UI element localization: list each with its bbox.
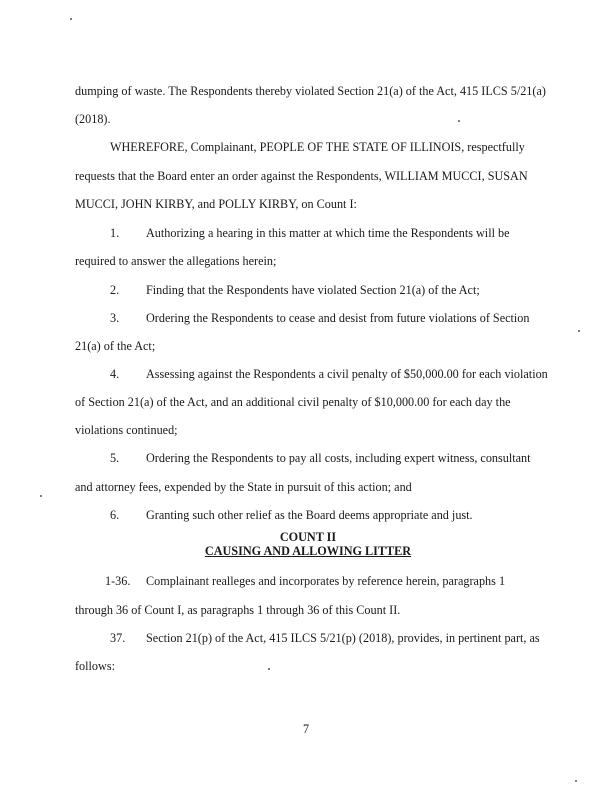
paragraph-number: 1-36. bbox=[105, 574, 131, 588]
scan-speck bbox=[40, 495, 42, 497]
scan-speck bbox=[575, 780, 577, 782]
page-number: 7 bbox=[303, 722, 310, 736]
scan-speck bbox=[578, 330, 580, 332]
paragraph-line: follows: bbox=[75, 659, 115, 673]
relief-item-text: 21(a) of the Act; bbox=[75, 339, 156, 353]
paragraph-line: (2018). bbox=[75, 112, 111, 126]
relief-item-text: Ordering the Respondents to cease and desist from future violations of Section bbox=[146, 311, 530, 325]
paragraph-number: 37. bbox=[110, 631, 126, 645]
relief-item-number: 6. bbox=[110, 508, 120, 522]
wherefore-line: MUCCI, JOHN KIRBY, and POLLY KIRBY, on Count I: bbox=[75, 197, 357, 211]
paragraph-line: dumping of waste. The Respondents thereby violated Section 21(a) of the Act, 415 ILCS 5/21(a) bbox=[75, 84, 546, 98]
relief-item-text: violations continued; bbox=[75, 423, 178, 437]
relief-item-text: and attorney fees, expended by the State in pursuit of this action; and bbox=[75, 480, 412, 494]
relief-item-text: Granting such other relief as the Board deems appropriate and just. bbox=[146, 508, 473, 522]
relief-item-number: 2. bbox=[110, 283, 120, 297]
relief-item-text: Ordering the Respondents to pay all costs, including expert witness, consultant bbox=[146, 451, 531, 465]
count-heading: COUNT II bbox=[279, 530, 337, 544]
count-subheading: CAUSING AND ALLOWING LITTER bbox=[204, 544, 412, 558]
wherefore-line: WHEREFORE, Complainant, PEOPLE OF THE STATE OF ILLINOIS, respectfully bbox=[110, 140, 525, 154]
relief-item-text: Finding that the Respondents have violated Section 21(a) of the Act; bbox=[146, 283, 480, 297]
scan-speck bbox=[458, 120, 460, 122]
paragraph-line: through 36 of Count I, as paragraphs 1 through 36 of this Count II. bbox=[75, 603, 401, 617]
wherefore-line: requests that the Board enter an order against the Respondents, WILLIAM MUCCI, SUSAN bbox=[75, 169, 528, 183]
relief-item-text: of Section 21(a) of the Act, and an additional civil penalty of $10,000.00 for each day the bbox=[75, 395, 511, 409]
relief-item-text: required to answer the allegations herein; bbox=[75, 254, 277, 268]
relief-item-number: 5. bbox=[110, 451, 120, 465]
paragraph-line: Section 21(p) of the Act, 415 ILCS 5/21(p) (2018), provides, in pertinent part, as bbox=[146, 631, 540, 645]
relief-item-text: Assessing against the Respondents a civil penalty of $50,000.00 for each violation bbox=[146, 367, 548, 381]
relief-item-text: Authorizing a hearing in this matter at which time the Respondents will be bbox=[146, 226, 510, 240]
relief-item-number: 1. bbox=[110, 226, 120, 240]
relief-item-number: 4. bbox=[110, 367, 120, 381]
paragraph-line: Complainant realleges and incorporates by reference herein, paragraphs 1 bbox=[146, 574, 506, 588]
relief-item-number: 3. bbox=[110, 311, 120, 325]
scan-speck bbox=[70, 18, 72, 20]
scan-speck bbox=[268, 668, 270, 670]
